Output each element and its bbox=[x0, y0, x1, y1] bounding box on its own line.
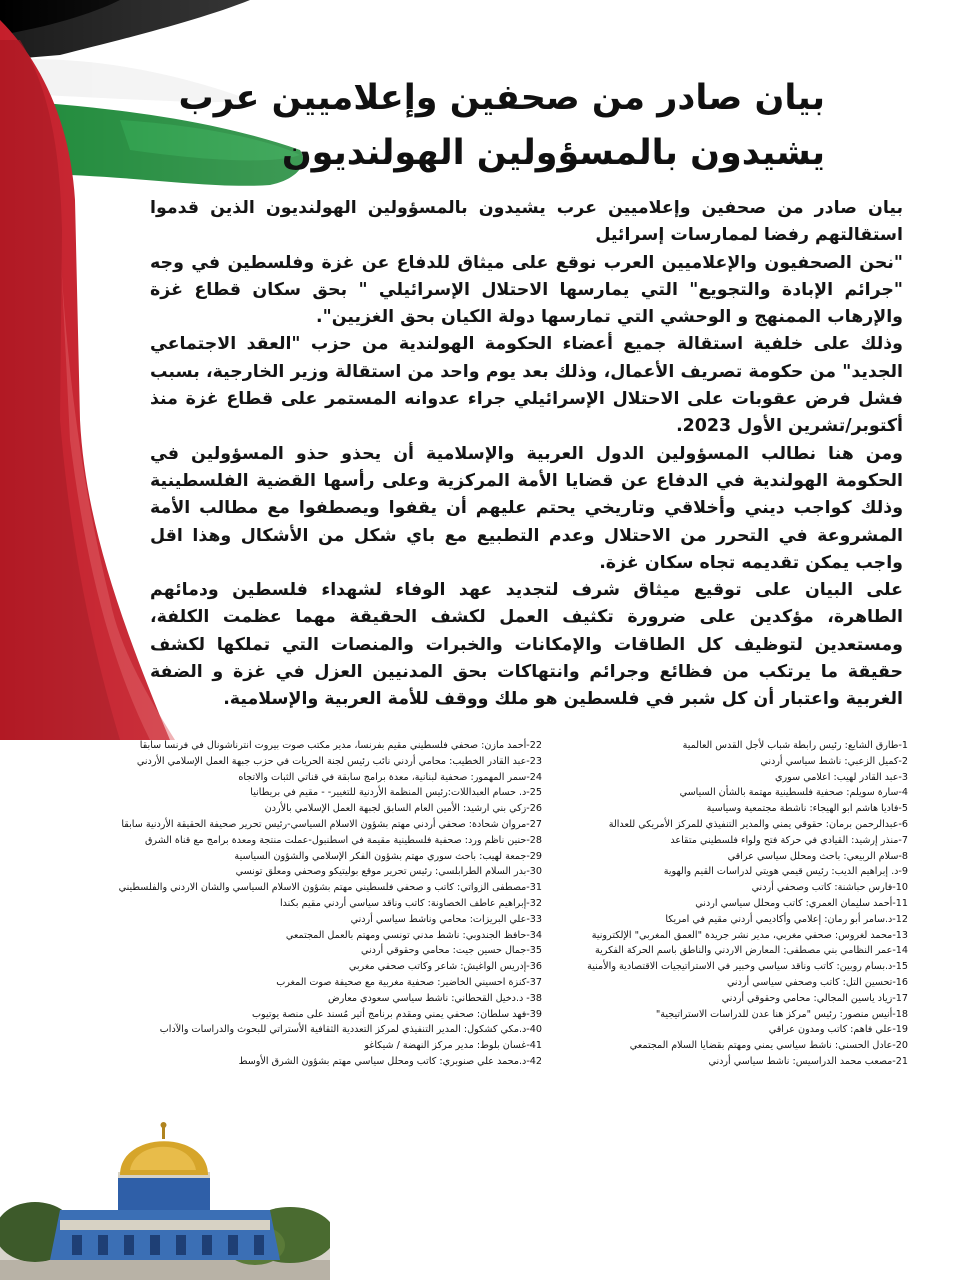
list-item: 12-د.سامر أبو رمان: إعلامي وأكاديمي أردني مقيم في امريكا bbox=[665, 913, 908, 925]
list-item: 15-د.بسام روبين: كاتب وناقد سياسي وخبير في الاستراتيجيات الاقتصادية والأمنية bbox=[587, 961, 908, 973]
list-item: 35-جمال حسين جيت: محامي وحقوقي أردني bbox=[360, 945, 542, 957]
list-item: 25-د. حسام العبداللات:رئيس المنظمة الأردنية للتغيير- - مقيم في بريطانيا bbox=[250, 787, 542, 799]
list-item: 27-مروان شحادة: صحفي أردني مهتم بشؤون الاسلام السياسي-رئيس تحرير صحيفة الحقيقة الأردنية سابقا bbox=[121, 818, 542, 830]
statement-body bbox=[150, 195, 903, 714]
list-item: 10-فارس حباشنة: كاتب وصحفي أردني bbox=[751, 882, 908, 894]
list-item: 18-أنيس منصور: رئيس "مركز هنا عدن للدراسات الاستراتيجية" bbox=[655, 1008, 908, 1020]
list-item: 5-فاديا هاشم ابو الهيجاء: ناشطة مجتمعية وسياسية bbox=[706, 803, 908, 815]
list-item: 28-حنين ناظم ورد: صحفية فلسطينية مقيمة في اسطنبول-عملت منتجة ومعدة برامج مع قناة الشرق bbox=[144, 834, 542, 846]
list-item: 33-علي البريزات: محامي وناشط سياسي أردني bbox=[350, 913, 542, 925]
list-item: 20-عادل الحسني: ناشط سياسي يمني ومهتم بقضايا السلام المجتمعي bbox=[629, 1040, 908, 1052]
list-item: 4-سارة سويلم: صحفية فلسطينية مهتمة بالشأن السياسي bbox=[679, 787, 908, 799]
list-item: 14-عمر النظامي بني مصطفى: المعارض الاردني والناطق باسم الحركة الفكرية bbox=[594, 945, 908, 957]
list-item: 11-أحمد سليمان العمري: كاتب ومحلل سياسي اردني bbox=[695, 897, 908, 909]
list-item: 16-تحسين التل: كاتب وصحفي سياسي أردني bbox=[726, 976, 908, 988]
list-item: 29-جمعة لهيب: باحث سوري مهتم بشؤون الفكر الإسلامي والشؤون السياسية bbox=[234, 850, 542, 862]
heading-line-2: يشيدون بالمسؤولين الهولنديون bbox=[281, 133, 825, 173]
list-item: 2-كميل الزعبي: ناشط سياسي أردني bbox=[760, 755, 908, 767]
list-item: 37-كنزة احسيني الخاضير: صحفية مغربية مع صحيفة صوت المغرب bbox=[276, 976, 542, 988]
list-item: 19-علي فاهم: كاتب ومدون عراقي bbox=[768, 1024, 908, 1036]
list-item: 1-طارق الشايع: رئيس رابطة شباب لأجل القدس العالمية bbox=[682, 740, 908, 751]
list-item: 39-فهد سلطان: صحفي يمني ومقدم برنامج أثير مُسند على منصة يوتيوب bbox=[251, 1008, 542, 1020]
signatories-list-right bbox=[568, 738, 908, 1070]
list-item: 32-إبراهيم عاطف الخصاونة: كاتب وناقد سياسي أردني مقيم بكندا bbox=[279, 897, 542, 909]
list-item: 9-د. إبراهيم الديب: رئيس قيمي هويتي لدراسات القيم والهوية bbox=[663, 866, 908, 878]
list-item: 3-عبد القادر لهيب: اعلامي سوري bbox=[775, 771, 908, 783]
list-item: 38- د.دخيل القحطاني: ناشط سياسي سعودي معارض bbox=[328, 992, 542, 1004]
list-item: 41-غسان بلوط: مدير مركز النهضة / شيكاغو bbox=[364, 1040, 542, 1052]
list-item: 17-زياد ياسين المجالي: محامي وحقوقي أردني bbox=[721, 992, 908, 1004]
list-item: 7-منذر إرشيد: القيادي في حركة فتح ولواء فلسطيني متقاعد bbox=[670, 834, 908, 846]
list-item: 36-إدريس الواغيش: شاعر وكاتب صحفي مغربي bbox=[348, 961, 542, 973]
list-item: 6-عبدالرحمن برمان: حقوقي يمني والمدير التنفيذي للمركز الأمريكي للعدالة bbox=[608, 818, 908, 830]
list-item: 23-عبد القادر الخطيب: محامي أردني نائب رئيس لجنة الحريات في حزب جبهة العمل الإسلامي الأردني bbox=[136, 755, 542, 767]
list-item: 40-د.مكي كشكول: المدير التنفيذي لمركز التعددية الثقافية الأستراتي للبحوث والدراسات والآداب bbox=[159, 1024, 542, 1036]
list-item: 22-أحمد مازن: صحفي فلسطيني مقيم بفرنسا، مدير مكتب صوت بيروت انترناشونال في فرنسا سابقا bbox=[139, 740, 542, 751]
paragraph: على البيان على توقيع ميثاق شرف لتجديد عهد الوفاء لشهداء فلسطين ودمائهم الطاهرة، مؤكدين على ضرورة تكثيف العمل لكشف الحقيقة مهما عظمت الكلفة، ومستعدين لتوظيف كل الطاقات والإمكانات والخبرات والمنصات التي تملكها لكشف حقيقة ما يرتكب من فظائع وجرائم وانتهاكات بحق المدنيين العزل في غزة و الضفة الغربية واعتبار أن كل شبر في فلسطين هو ملك ووقف للأمة العربية والإسلامية. bbox=[150, 580, 903, 710]
list-item: 31-مصطفى الزواتي: كاتب و صحفي فلسطيني مهتم بشؤون الاسلام السياسي والشان الاردني والفلسطيني bbox=[118, 882, 542, 894]
list-item: 42-د.محمد علي صنوبري: كاتب ومحلل سياسي مهتم بشؤون الشرق الأوسط bbox=[238, 1055, 542, 1067]
dome-of-the-rock-image bbox=[0, 1120, 330, 1280]
list-item: 26-زكي بني ارشيد: الأمين العام السابق لجبهة العمل الإسلامي بالأردن bbox=[264, 803, 542, 815]
list-item: 8-سلام الربيعي: باحث ومحلل سياسي عراقي bbox=[727, 850, 908, 862]
paragraph: ومن هنا نطالب المسؤولين الدول العربية والإسلامية أن يحذو حذو المسؤولين في الحكومة الهولندية في الدفاع عن قضايا الأمة المركزية وعلى رأسها القضية الفلسطينية وذلك كواجب ديني وأخلاقي وتاريخي يحتم عليهم أن يقفوا ويصطفوا مع مطالب الأمة المشروعة في التحرر من الاحتلال وعدم التطبيع مع باي شكل من الأشكال وهذا اقل واجب يمكن تقديمه تجاه سكان غزة. bbox=[150, 443, 903, 573]
heading-line-1: بيان صادر من صحفين وإعلاميين عرب bbox=[178, 78, 825, 118]
list-item: 13-محمد لغروس: صحفي مغربي، مدير نشر جريدة "العمق المغربي" الإلكترونية bbox=[591, 929, 908, 941]
signatories-list-left bbox=[92, 738, 542, 1070]
list-item: 21-مصعب محمد الدراسيس: ناشط سياسي أردني bbox=[708, 1055, 908, 1067]
paragraph: "نحن الصحفيون والإعلاميين العرب نوقع على ميثاق للدفاع عن غزة وفلسطين في وجه "جرائم الإبادة والتجويع" التي يمارسها الاحتلال الإسرائيلي " بحق سكان قطاع غزة والإرهاب الممنهج و الوحشي التي تمارسها دولة الكيان بحق الغزيين". bbox=[150, 252, 903, 328]
paragraph: وذلك على خلفية استقالة جميع أعضاء الحكومة الهولندية من حزب "العقد الاجتماعي الجديد" من حكومة تصريف الأعمال، وذلك بعد يوم واحد من استقالة وزير الخارجية، بسبب فشل فرض عقوبات على الاحتلال الإسرائيلي جراء عدوانه المستمر على قطاع غزة منذ أكتوبر/تشرين الأول 2023. bbox=[150, 334, 903, 437]
list-item: 30-بدر السلام الطرابلسي: رئيس تحرير موقع بوليتيكو وصحفي ومعلق تونسي bbox=[235, 866, 542, 878]
list-item: 24-سمر المهمور: صحفية لبنانية، معدة برامج سابقة في قناتي الثبات والاتجاه bbox=[238, 771, 542, 783]
list-item: 34-حافظ الجندوبي: ناشط مدني تونسي ومهتم بالعمل المجتمعي bbox=[285, 929, 542, 941]
paragraph: بيان صادر من صحفين وإعلاميين عرب يشيدون بالمسؤولين الهولنديون الذين قدموا استقالتهم رفضا لممارسات إسرائيل bbox=[150, 198, 903, 246]
